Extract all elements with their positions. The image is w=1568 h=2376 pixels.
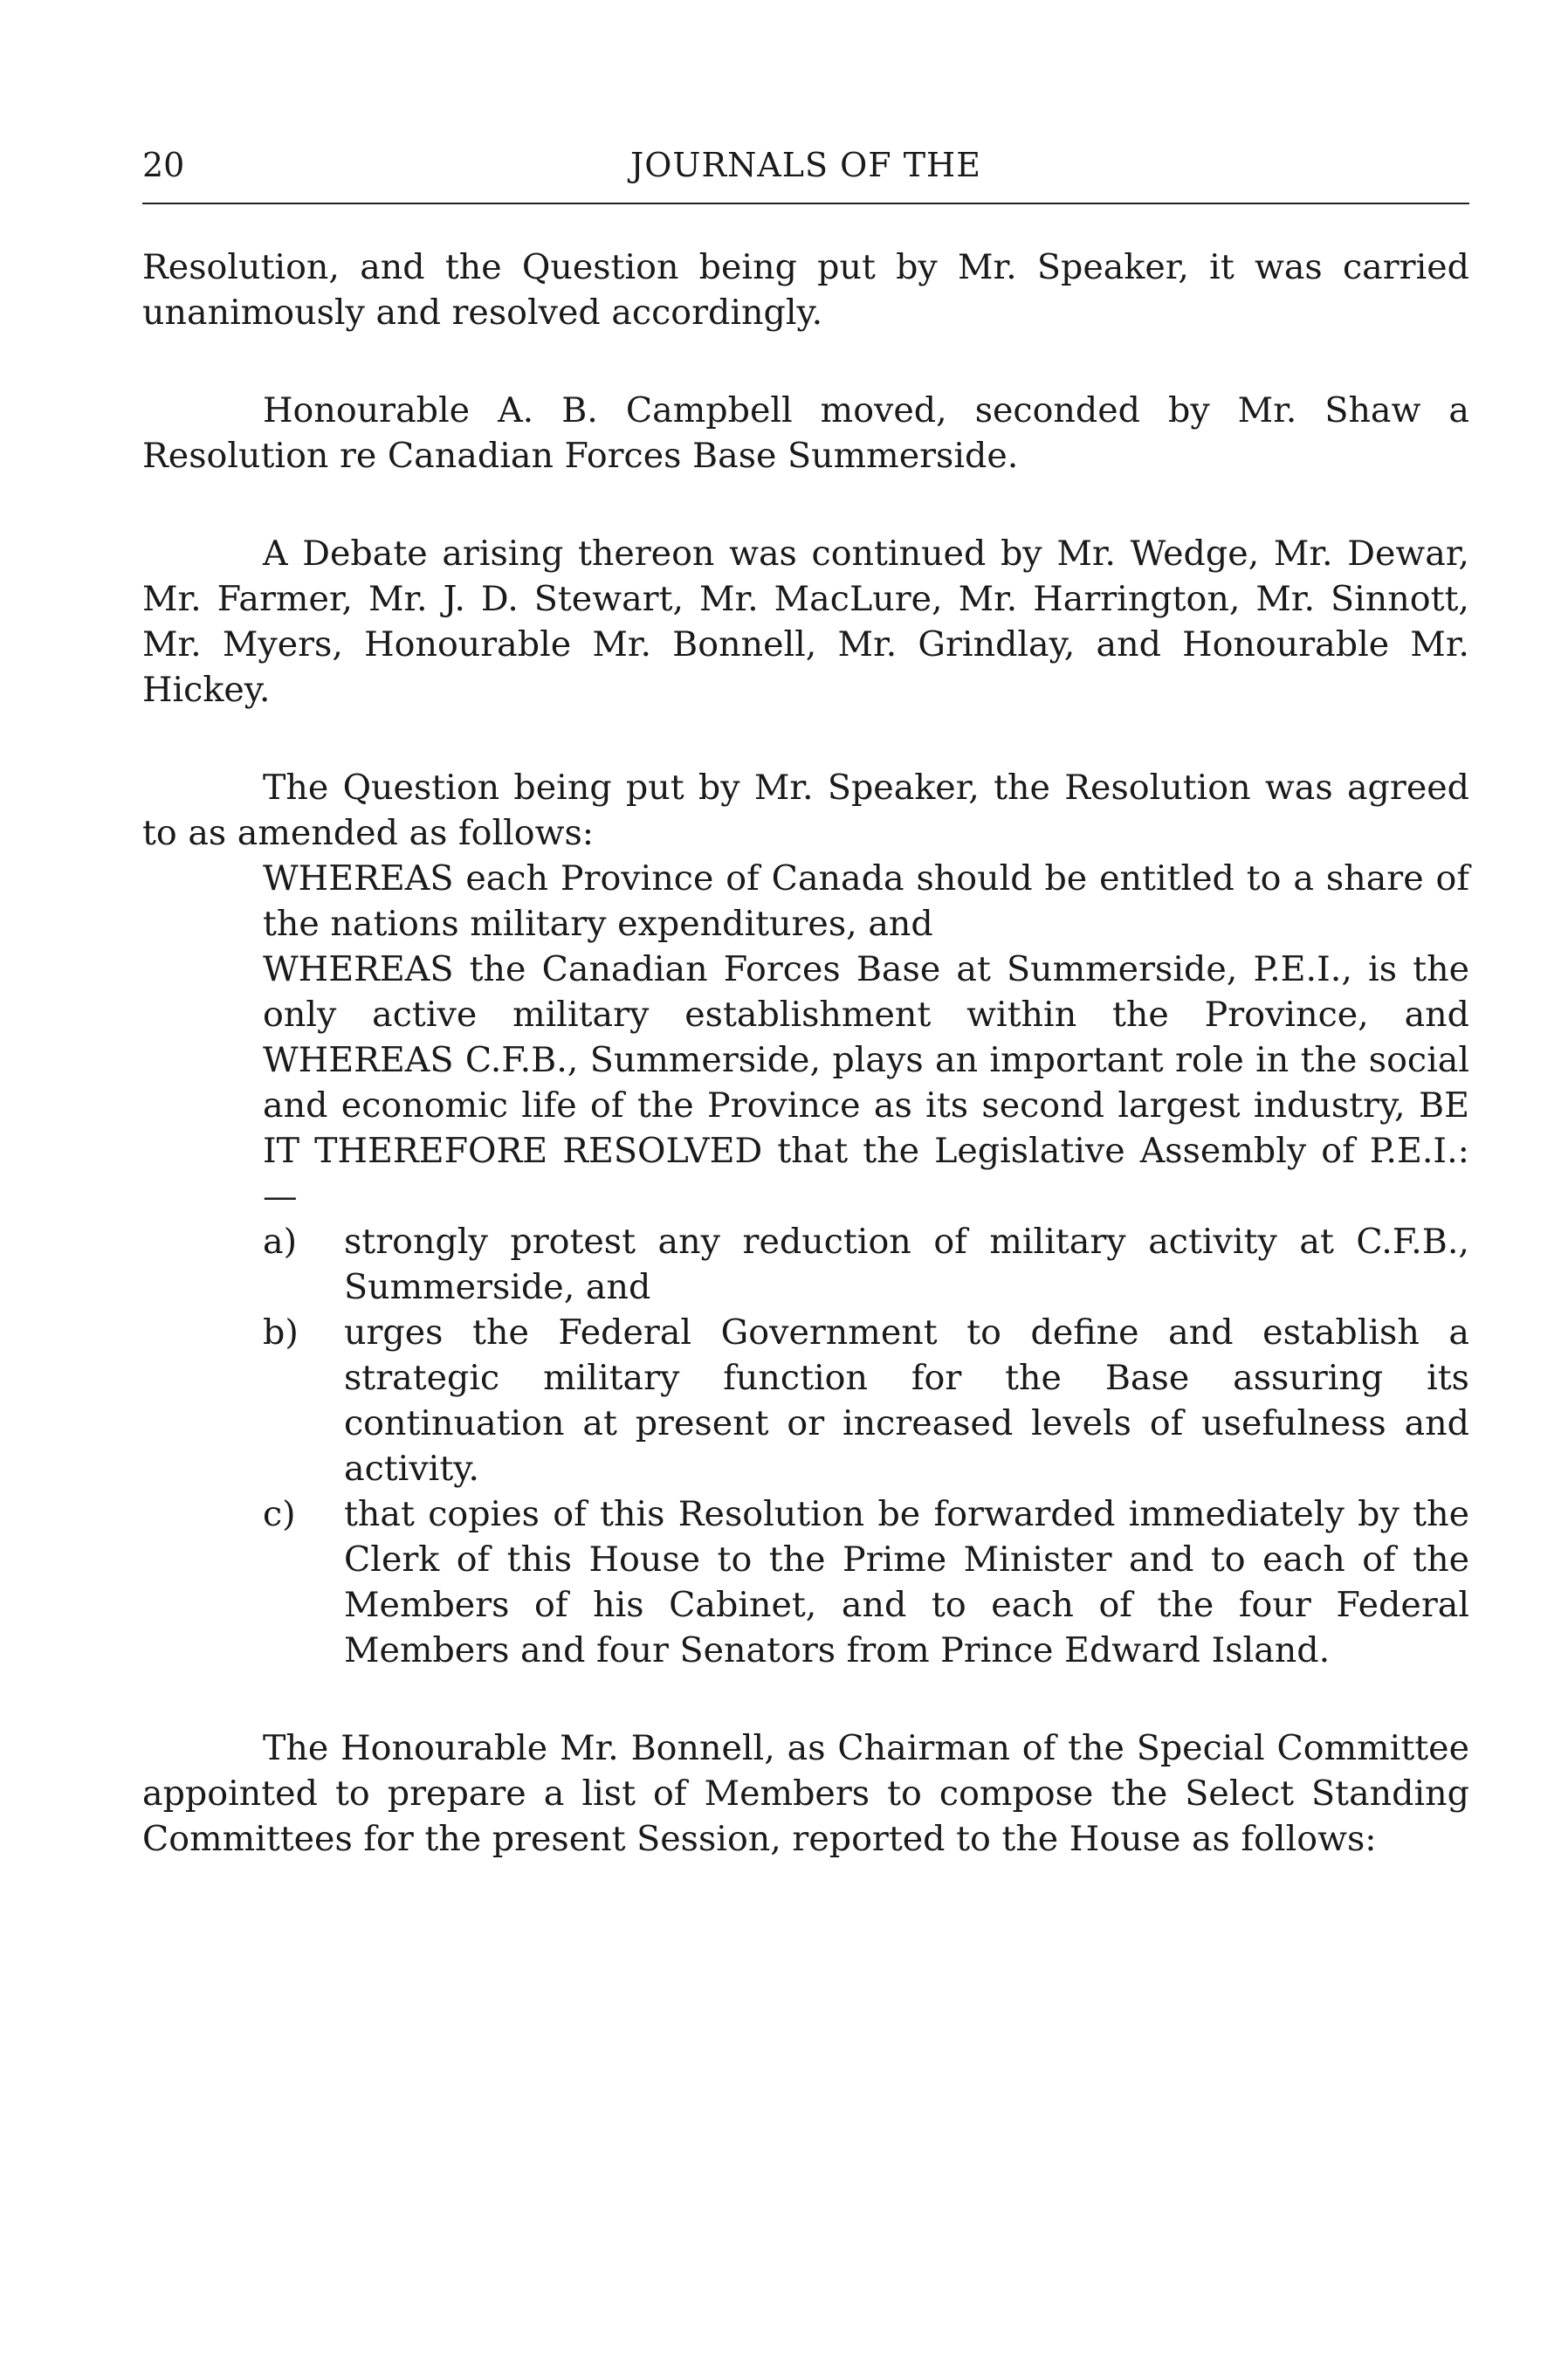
paragraph-debate: A Debate arising thereon was continued by Mr. Wedge, Mr. Dewar, Mr. Farmer, Mr. J. D. Stewart, Mr. MacLure, Mr. Harrington, Mr. Sinnott, Mr. Myers, Honourable Mr. Bonnell, Mr. Grindlay, and Honourable Mr. Hickey. xyxy=(142,534,1469,710)
resolution-item-c xyxy=(142,1491,1469,1673)
paragraph-resolution-carried: Resolution, and the Question being put by Mr. Speaker, it was carried unanimously and resolved accordingly. xyxy=(142,247,1469,333)
item-text: urges the Federal Government to define and establish a strategic military function for the Base assuring its continuation at present or increased levels of usefulness and activity. xyxy=(344,1312,1469,1489)
running-head: JOURNALS OF THE xyxy=(630,146,981,184)
page-number: 20 xyxy=(142,146,185,184)
body-text xyxy=(142,244,1469,1862)
resolution-item-b xyxy=(142,1310,1469,1491)
paragraph-committee-report: The Honourable Mr. Bonnell, as Chairman of the Special Committee appointed to prepare a list of Members to compose the Select Standing Committees for the present Session, reported to the House as follows: xyxy=(142,1728,1469,1859)
resolution-whereas-1: WHEREAS each Province of Canada should be entitled to a share of the nations military expenditures, and xyxy=(263,858,1469,944)
item-label: b) xyxy=(263,1312,299,1353)
paragraph-motion: Honourable A. B. Campbell moved, seconded by Mr. Shaw a Resolution re Canadian Forces Base Summerside. xyxy=(142,390,1469,476)
resolution-whereas-2: WHEREAS the Canadian Forces Base at Summerside, P.E.I., is the only active military establishment within the Province, and WHEREAS C.F.B., Summerside, plays an important role in the social and economic life of the Province as its second largest industry, BE IT THEREFORE RESOLVED that the Legislative Assembly of P.E.I.:— xyxy=(263,949,1469,1216)
item-label: a) xyxy=(263,1222,298,1262)
header-rule xyxy=(142,203,1469,204)
page-header xyxy=(142,148,1469,201)
resolution-item-a xyxy=(142,1219,1469,1310)
paragraph-question-agreed: The Question being put by Mr. Speaker, the Resolution was agreed to as amended as follows: xyxy=(142,768,1469,853)
item-text: strongly protest any reduction of military activity at C.F.B., Summerside, and xyxy=(344,1222,1469,1307)
item-label: c) xyxy=(263,1494,296,1534)
item-text: that copies of this Resolution be forwarded immediately by the Clerk of this House to the Prime Minister and to each of the Members of his Cabinet, and to each of the four Federal Members and four Senators from Prince Edward Island. xyxy=(344,1494,1469,1670)
